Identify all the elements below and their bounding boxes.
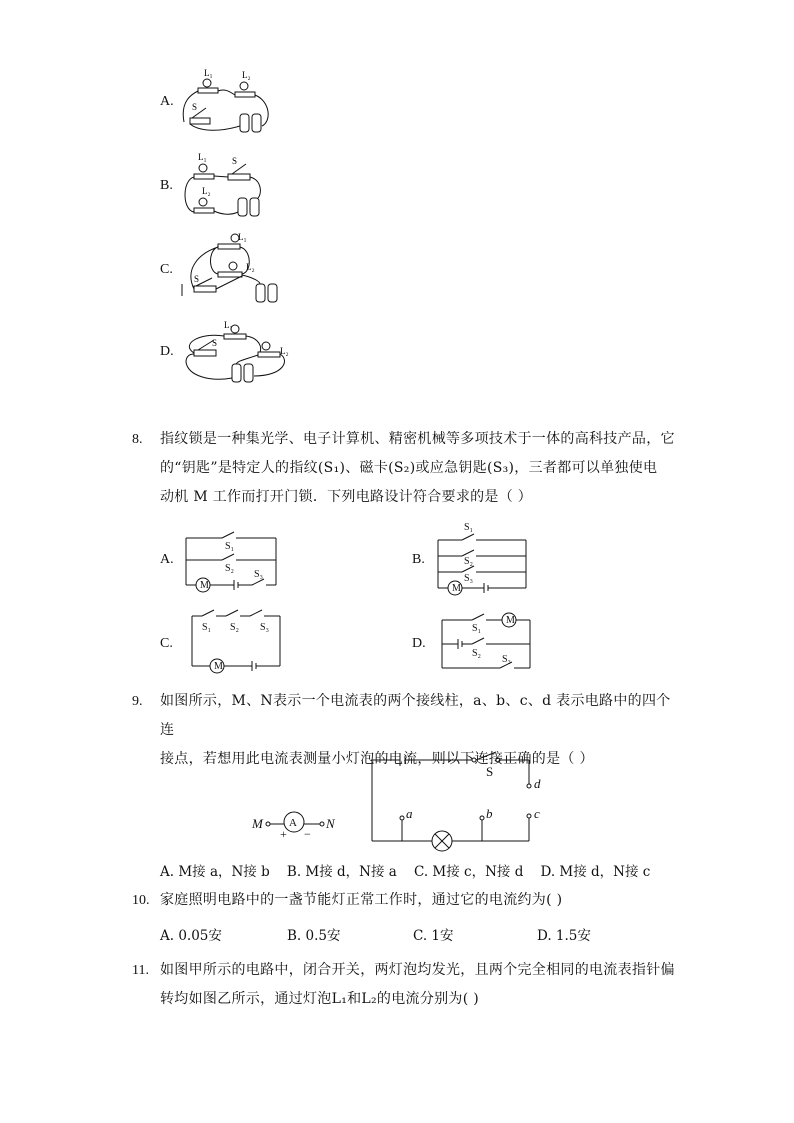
bulb-l2-label: L₂ [242,70,251,80]
switch-s3-label: S₃ [260,622,270,633]
q7-option-a-figure [180,66,280,138]
switch-label: S [212,338,218,348]
q10-stem: 家庭照明电路中的一盏节能灯正常工作时，通过它的电流约为( ) [160,892,563,908]
q7-option-b-figure [180,150,280,222]
q9-line-1: 如图所示，M、N表示一个电流表的两个接线柱，a、b、c、d 表示电路中的四个连 [160,693,671,738]
motor-label: M [506,615,515,626]
bulb-l1-label: L₁ [238,232,247,242]
q11-line-1: 如图甲所示的电路中，闭合开关，两灯泡均发光，且两个完全相同的电流表指针偏 [160,962,675,978]
q8-option-d-label[interactable]: D. [412,636,426,651]
switch-s-label: S [486,764,494,779]
switch-s1-label: S₁ [472,623,482,634]
bulb-icon [218,234,242,277]
q11-line-2: 转均如图乙所示，通过灯泡L₁和L₂的电流分别为( ) [160,991,479,1007]
minus-sign: − [304,827,311,841]
point-a-label: a [406,806,413,821]
q9-number: 9. [132,694,143,709]
switch-s3-label: S₃ [254,569,264,580]
switch-s3-label: S₃ [464,573,474,584]
switch-label: S [232,156,238,166]
point-b-label: b [486,806,493,821]
q7-option-b-label[interactable]: B. [160,178,173,193]
battery-icon [232,364,253,382]
q11-stem [160,956,680,1014]
bulb-l2-label: L₂ [202,186,211,196]
q8-option-b-circuit [436,520,536,600]
bulb-l2-label: L₂ [280,346,289,356]
motor-label: M [200,580,209,591]
switch-s1-label: S₁ [202,622,212,633]
battery-icon [238,198,259,216]
q8-option-c-label[interactable]: C. [160,636,173,651]
switch-s3-label: S₃ [502,654,512,665]
q9-answer-choices[interactable]: A. M接 a，N接 b B. M接 d，N接 a C. M接 c，N接 d D. M接 d，N接 c [160,864,651,880]
q7-option-a-label[interactable]: A. [160,94,174,109]
switch-label: S [192,102,198,112]
switch-icon [228,164,250,180]
point-c-label: c [534,806,540,821]
switch-s1-label: S₁ [225,541,235,552]
switch-s2-label: S₂ [230,622,240,633]
q8-option-a-circuit [182,530,282,600]
point-d-label: d [534,776,541,791]
battery-icon [256,284,277,302]
q8-number: 8. [132,432,143,447]
q7-option-d-figure [180,316,295,388]
q10-answer-b[interactable]: B. 0.5安 [287,928,341,944]
switch-s2-label: S₂ [225,563,235,574]
bulb-icon [198,79,255,97]
q8-option-c-circuit [190,608,286,676]
q8-line-2: 的“钥匙”是特定人的指纹(S₁)、磁卡(S₂)或应急钥匙(S₃)，三者都可以单独使电 [160,460,658,476]
q8-option-b-label[interactable]: B. [412,552,425,567]
q9-ammeter [250,808,350,841]
q8-stem [160,425,680,512]
q9-line-2: 接点，若想用此电流表测量小灯泡的电流，则以下连接正确的是（ ） [160,751,594,767]
motor-label: M [214,661,223,672]
terminal-n-label: N [326,816,335,831]
switch-label: S [194,274,200,284]
switch-s1-label: S₁ [464,522,474,533]
bulb-l1-label: L₁ [224,320,233,330]
battery-icon [240,114,261,132]
q10-answer-c[interactable]: C. 1安 [413,928,454,944]
q7-option-c-figure [180,228,280,308]
q8-line-3: 动机 M 工作而打开门锁．下列电路设计符合要求的是（ ） [160,489,533,505]
bulb-l2-label: L₂ [246,262,255,272]
terminal-m-label: M [252,816,263,831]
bulb-l1-label: L₁ [204,68,213,78]
q8-line-1: 指纹锁是一种集光学、电子计算机、精密机械等多项技术于一体的高科技产品，它 [160,431,675,447]
ammeter-symbol: A [289,817,297,829]
q10-answer-d[interactable]: D. 1.5安 [537,928,591,944]
bulb-l1-label: L₁ [198,152,207,162]
q7-option-c-label[interactable]: C. [160,262,173,277]
q11-number: 11. [132,963,149,978]
q8-option-a-label[interactable]: A. [160,552,174,567]
switch-s2-label: S₂ [464,556,474,567]
switch-s2-label: S₂ [472,648,482,659]
q10-number: 10. [132,893,150,908]
plus-sign: + [280,827,287,841]
q9-circuit [366,748,556,848]
q10-answer-a[interactable]: A. 0.05安 [160,928,222,944]
q7-option-d-label[interactable]: D. [160,344,174,359]
q8-option-d-circuit [440,606,540,676]
motor-label: M [452,583,461,594]
